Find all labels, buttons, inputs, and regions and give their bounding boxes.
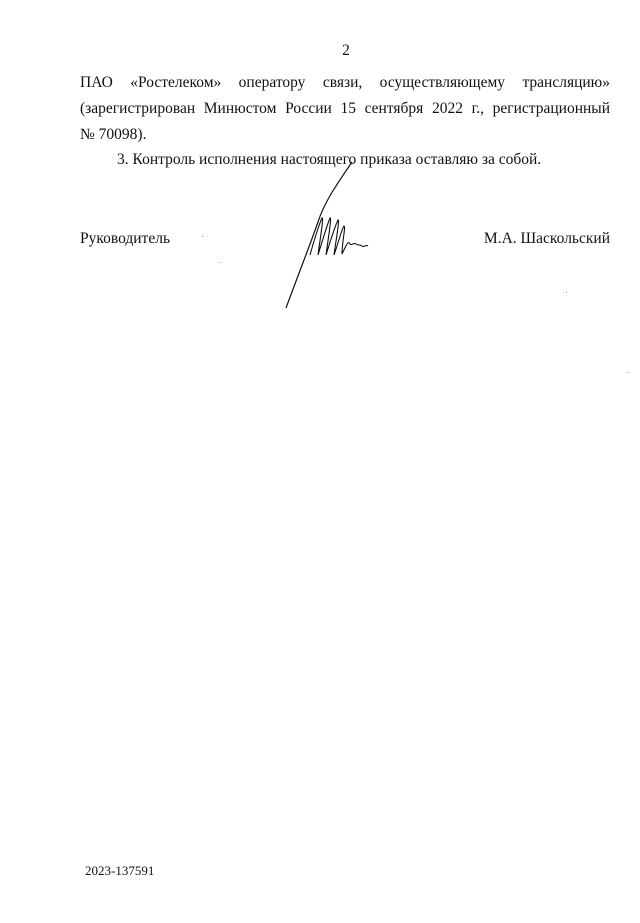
- scan-speck: [628, 372, 629, 373]
- paragraph-continuation: [80, 70, 610, 148]
- signatory-title: Руководитель: [80, 230, 171, 247]
- paragraph-line-2: (зарегистрирован Минюстом России 15 сентября 2022 г., регистрационный: [80, 100, 610, 117]
- scan-speck: [202, 236, 203, 237]
- document-id: 2023-137591: [85, 863, 155, 878]
- signatory-name: М.А. Шаскольский: [483, 230, 610, 247]
- page-number: 2: [342, 42, 350, 59]
- paragraph-line-1: ПАО «Ростелеком» оператору связи, осуществляющему трансляцию»: [80, 74, 610, 91]
- scan-speck: [566, 292, 567, 293]
- scan-speck: [220, 262, 221, 263]
- paragraph-line-3: № 70098).: [80, 126, 147, 143]
- handwritten-signature-icon: [280, 160, 380, 310]
- item-3-paragraph: 3. Контроль исполнения настоящего приказа оставляю за собой.: [117, 151, 542, 168]
